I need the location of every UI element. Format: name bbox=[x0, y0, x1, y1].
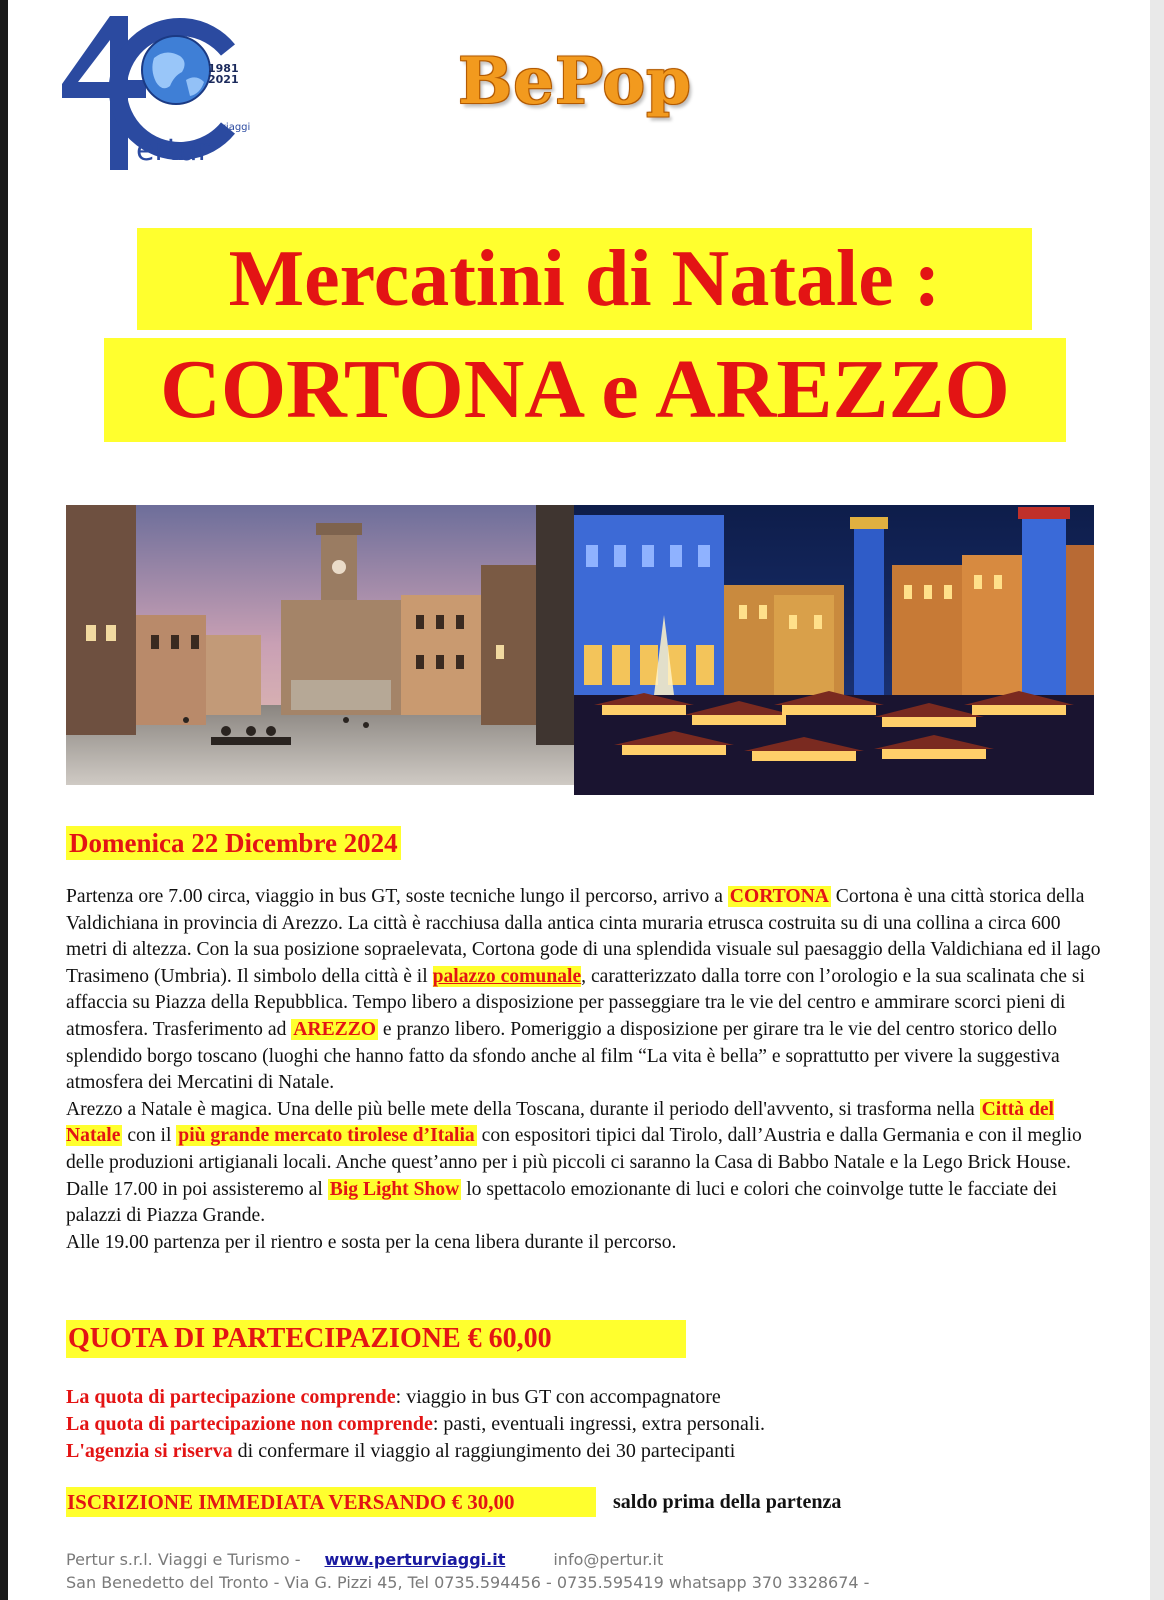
title-line-2: CORTONA e AREZZO bbox=[104, 338, 1066, 442]
condition-text: : viaggio in bus GT con accompagnatore bbox=[395, 1386, 721, 1408]
footer-email[interactable]: info@pertur.it bbox=[553, 1550, 664, 1569]
description-paragraph-2 bbox=[66, 1097, 1106, 1230]
desc-text: con espositori tipici dal Tirolo, dall’Austria e dalla Germania e con il meglio delle produzioni artigianali locali. Anche quest’anno per i più piccoli ci saranno la Casa di Babbo Natale e la Lego Brick House. Dalle 17.00 in poi assisteremo al bbox=[66, 1125, 1082, 1200]
event-date: Domenica 22 Dicembre 2024 bbox=[66, 826, 401, 860]
footer-address: San Benedetto del Tronto - Via G. Pizzi 45, Tel 0735.594456 - 0735.595419 whatsapp 370 3328674 - bbox=[66, 1573, 870, 1592]
condition-excludes bbox=[66, 1411, 1106, 1438]
pertur-logo bbox=[58, 10, 258, 180]
highlight-citta-del-natale: Città del Natale bbox=[66, 1098, 1055, 1147]
highlight-cortona: CORTONA bbox=[729, 886, 829, 907]
page-edge-right bbox=[1150, 0, 1164, 1600]
deposit-banner: ISCRIZIONE IMMEDIATA VERSANDO € 30,00 bbox=[66, 1487, 596, 1517]
desc-text: e pranzo libero. Pomeriggio a disposizione per girare tra le vie del centro storico dello splendido borgo toscano (luoghi che hanno fatto da sfondo anche al film “La vita è bella” e soprattutto per vivere la suggestiva atmosfera dei Mercatini di Natale. bbox=[66, 1018, 1060, 1094]
bepop-title: BePop bbox=[458, 44, 692, 119]
website-link[interactable]: www.perturviaggi.it bbox=[324, 1550, 506, 1569]
desc-text: Arezzo a Natale è magica. Una delle più belle mete della Toscana, durante il periodo dell'avvento, si trasforma nella bbox=[66, 1098, 980, 1120]
logo-sub: viaggi bbox=[220, 122, 251, 133]
footer bbox=[66, 1548, 1146, 1594]
desc-text: Cortona è una città storica della Valdichiana in provincia di Arezzo. La città è racchiusa dalla antica cinta muraria etrusca costruita su di una collina a circa 600 metri di altezza. Con la sua posizione sopraelevata, Cortona gode di una splendida visuale sul paesaggio della Valdichiana ed il lago Trasimeno (Umbria). Il simbolo della città è il bbox=[66, 886, 1101, 987]
condition-text: di confermare il viaggio al raggiungimento dei 30 partecipanti bbox=[232, 1440, 736, 1462]
condition-label: L'agenzia si riserva bbox=[66, 1440, 233, 1462]
page-edge-left bbox=[0, 0, 8, 1600]
footer-line-1 bbox=[66, 1548, 1146, 1571]
footer-company: Pertur s.r.l. Viaggi e Turismo - bbox=[66, 1550, 301, 1569]
desc-text: , caratterizzato dalla torre con l’orologio e la sua scalinata che si affaccia su Piazza della Repubblica. Tempo libero a disposizione per passeggiare tra le vie del centro e ammirare scorci pieni di atmosfera. Trasferimento ad bbox=[66, 965, 1085, 1040]
desc-text: con il bbox=[122, 1125, 177, 1147]
balance-note: saldo prima della partenza bbox=[613, 1491, 842, 1513]
highlight-arezzo: AREZZO bbox=[293, 1018, 377, 1040]
cortona-photo bbox=[66, 505, 574, 785]
trip-description bbox=[66, 884, 1106, 1256]
price-banner: QUOTA DI PARTECIPAZIONE € 60,00 bbox=[66, 1320, 686, 1358]
desc-text: lo spettacolo emozionante di luci e colori che coinvolge tutte le facciate dei palazzi di Piazza Grande. bbox=[66, 1178, 1058, 1227]
logo-years-bottom: 2021 bbox=[208, 73, 239, 86]
condition-label: La quota di partecipazione comprende bbox=[66, 1386, 396, 1408]
logo-years-top: 1981 bbox=[208, 62, 239, 75]
condition-label: La quota di partecipazione non comprende bbox=[66, 1413, 433, 1435]
description-paragraph-1 bbox=[66, 884, 1106, 1097]
condition-reserve bbox=[66, 1438, 1106, 1465]
condition-text: : pasti, eventuali ingressi, extra personali. bbox=[432, 1413, 766, 1435]
title-line-1: Mercatini di Natale : bbox=[137, 228, 1032, 330]
highlight-big-light-show: Big Light Show bbox=[329, 1178, 460, 1200]
desc-text: Partenza ore 7.00 circa, viaggio in bus GT, soste tecniche lungo il percorso, arrivo a bbox=[66, 886, 728, 907]
condition-includes bbox=[66, 1384, 1106, 1411]
arezzo-photo bbox=[574, 505, 1094, 795]
highlight-mercato-tirolese: più grande mercato tirolese d’Italia bbox=[178, 1125, 475, 1147]
description-paragraph-3: Alle 19.00 partenza per il rientro e sosta per la cena libera durante il percorso. bbox=[66, 1231, 677, 1253]
highlight-palazzo-comunale: palazzo comunale bbox=[432, 965, 582, 987]
logo-brand: ertur bbox=[136, 133, 210, 168]
conditions-list bbox=[66, 1384, 1106, 1465]
